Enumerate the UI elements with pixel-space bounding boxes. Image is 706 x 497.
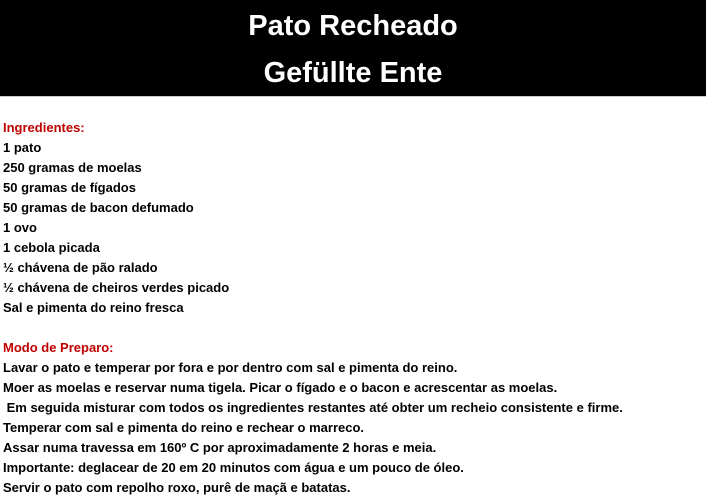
- preparation-heading: Modo de Preparo:: [3, 340, 114, 355]
- preparation-step: Em seguida misturar com todos os ingredientes restantes até obter um recheio consistente e firme.: [3, 400, 623, 415]
- ingredient-item: ½ chávena de cheiros verdes picado: [3, 280, 230, 295]
- ingredient-item: 1 pato: [3, 140, 42, 155]
- ingredient-item: 1 cebola picada: [3, 240, 100, 255]
- title-portuguese: Pato Recheado: [248, 10, 458, 42]
- title-banner: [0, 0, 706, 96]
- preparation-step: Temperar com sal e pimenta do reino e rechear o marreco.: [3, 420, 365, 435]
- blank-row: [3, 318, 703, 338]
- ingredient-item: 1 ovo: [3, 220, 37, 235]
- preparation-step: Lavar o pato e temperar por fora e por dentro com sal e pimenta do reino.: [3, 360, 458, 375]
- title-german: Gefüllte Ente: [263, 57, 443, 89]
- preparation-step: Assar numa travessa em 160º C por aproximadamente 2 horas e meia.: [3, 440, 437, 455]
- ingredient-item: 50 gramas de bacon defumado: [3, 200, 194, 215]
- cell-border: [0, 96, 706, 97]
- preparation-step: Importante: deglacear de 20 em 20 minutos com água e um pouco de óleo.: [3, 460, 464, 475]
- ingredient-item: 250 gramas de moelas: [3, 160, 142, 175]
- preparation-step: Moer as moelas e reservar numa tigela. Picar o fígado e o bacon e acrescentar as moelas.: [3, 380, 558, 395]
- preparation-step: Servir o pato com repolho roxo, purê de maçã e batatas.: [3, 480, 351, 495]
- ingredients-heading: Ingredientes:: [3, 120, 85, 135]
- recipe-body: [3, 118, 703, 497]
- ingredient-item: Sal e pimenta do reino fresca: [3, 300, 184, 315]
- ingredient-item: ½ chávena de pão ralado: [3, 260, 158, 275]
- ingredient-item: 50 gramas de fígados: [3, 180, 136, 195]
